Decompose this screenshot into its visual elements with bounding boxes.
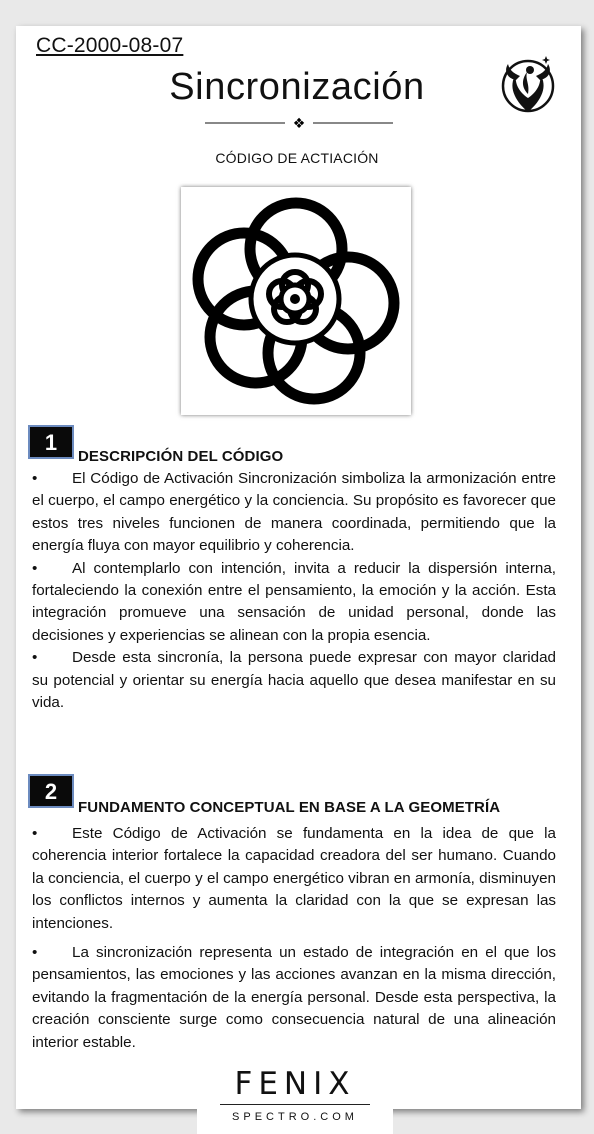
section-2-body [32, 823, 556, 1061]
divider-ornament: ❖ [292, 116, 306, 132]
brand-website: SPECTRO.COM [232, 1111, 358, 1123]
paragraph: • Desde esta sincronía, la persona puede expresar con mayor claridad su potencial y orientar su energía hacia aquello que desea manifestar en su vida. [32, 649, 556, 712]
paragraph: • El Código de Activación Sincronización simboliza la armonización entre el cuerpo, el campo energético y la conciencia. Su propósito es favorecer que estos tres niveles funcionen de manera coordinada, permitiendo que la energía fluya con mayor equilibrio y coherencia. [32, 470, 556, 555]
paragraph: • La sincronización representa un estado de integración en el que los pensamientos, las emociones y las acciones avanzan en la misma dirección, evitando la fragmentación de la energía personal. Desde esta perspectiva, la creación consciente surge como consecuencia natural de una alineación interior estable. [32, 944, 556, 1051]
paragraph: • Al contemplarlo con intención, invita a reducir la dispersión interna, fortaleciendo la conexión entre el pensamiento, la emoción y la acción. Esta integración promueve una sensación de unidad personal, donde las decisiones y experiencias se alinean con la propia esencia. [32, 559, 556, 644]
section-title: DESCRIPCIÓN DEL CÓDIGO [78, 448, 284, 465]
bullet: • [32, 649, 38, 667]
brand-divider [220, 1104, 370, 1105]
activation-symbol-frame [181, 187, 411, 415]
paragraph: • Este Código de Activación se fundamenta en la idea de que la coherencia interior fortalece la capacidad creadora del ser humano. Cuando la conciencia, el cuerpo y el campo energético vibran en armonía, disminuyen los conflictos internos y aumenta la claridad con la que se expresan las intenciones. [32, 825, 556, 932]
code-id: CC-2000-08-07 [36, 34, 184, 57]
brand-footer [197, 1062, 393, 1134]
brand-name: FENIX [234, 1066, 356, 1102]
page-title: Sincronización [169, 66, 425, 108]
bullet: • [32, 825, 38, 842]
section-1-body [32, 468, 556, 714]
page-subtitle: CÓDIGO DE ACTIACIÓN [215, 150, 379, 166]
bullet: • [32, 944, 38, 962]
section-number-badge: 1 [28, 425, 74, 459]
bullet: • [32, 559, 38, 577]
title-divider [205, 113, 393, 133]
section-number-badge: 2 [28, 774, 74, 808]
circles-flower-symbol [181, 187, 411, 415]
phoenix-logo-icon [494, 50, 562, 118]
section-title: FUNDAMENTO CONCEPTUAL EN BASE A LA GEOMETRÍA [78, 799, 501, 816]
bullet: • [32, 470, 38, 487]
